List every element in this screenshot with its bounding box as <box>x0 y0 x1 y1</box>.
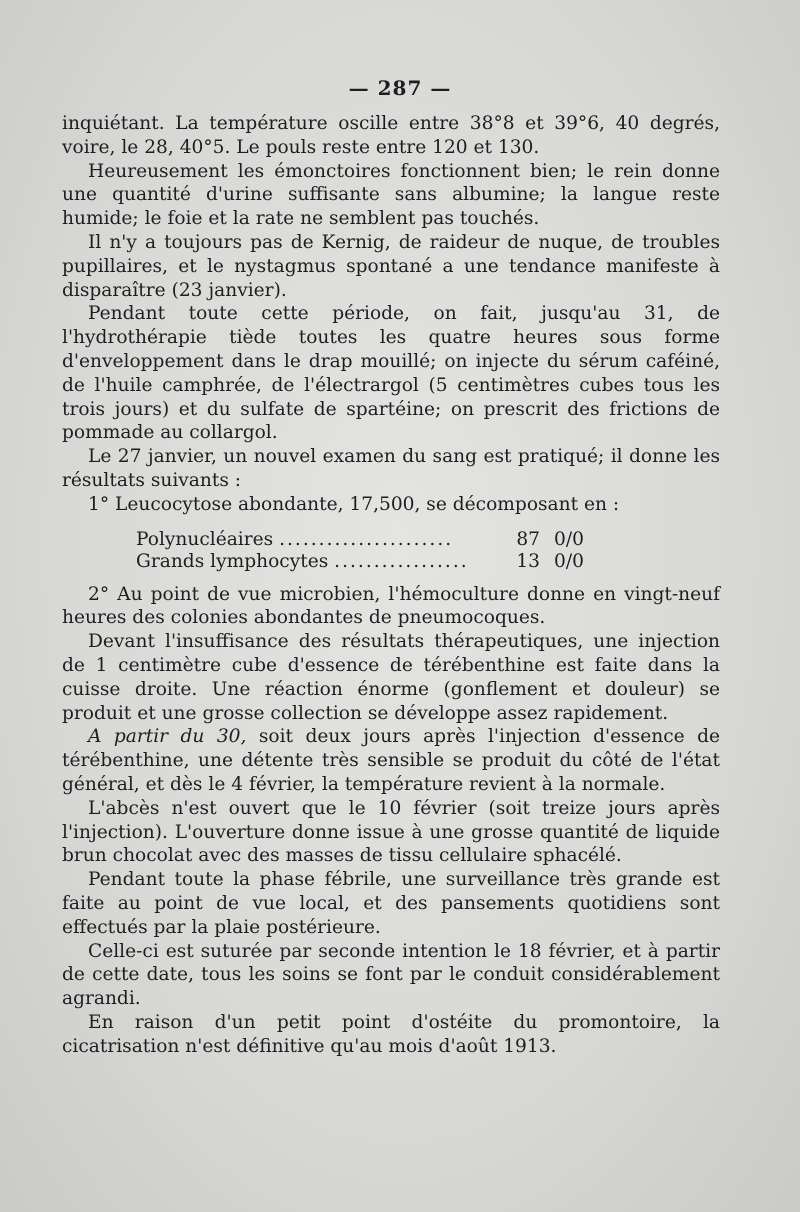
row-value: 13 <box>516 550 540 572</box>
paragraph-9-italic-lead: A partir du 30, <box>88 726 247 748</box>
paragraph-5: Le 27 janvier, un nouvel examen du sang est pratiqué; il donne les résultats suivants : <box>62 446 720 491</box>
paragraph-4: Pendant toute cette période, on fait, jusqu'au 31, de l'hydrothérapie tiède toutes les quatre heures sous forme d'enveloppement dans le drap mouillé; on injecte du sérum caféiné, de l'huile camphrée, de l'électrargol (5 centimètres cubes tous les trois jours) et du sulfate de spartéine; on prescrit des frictions de pommade au collargol. <box>62 303 720 444</box>
row-unit: 0/0 <box>554 550 584 572</box>
row-unit: 0/0 <box>554 528 584 550</box>
paragraph-8: Devant l'insuffisance des résultats thérapeutiques, une injection de 1 centimètre cube d'essence de térébenthine est faite dans la cuisse droite. Une réaction énorme (gonflement et douleur) se produit et une grosse collection se développe assez rapidement. <box>62 631 720 724</box>
results-table <box>136 529 594 573</box>
paragraph-13: En raison d'un petit point d'ostéite du promontoire, la cicatrisation n'est définitive qu'au mois d'août 1913. <box>62 1011 720 1057</box>
row-value: 87 <box>516 528 540 550</box>
page-number: — 287 — <box>348 76 452 100</box>
row-label: Polynucléaires <box>136 528 274 550</box>
paragraph-10: L'abcès n'est ouvert que le 10 février (soit treize jours après l'injection). L'ouverture donne issue à une grosse quantité de liquide brun chocolat avec des masses de tissu cellulaire sphacélé. <box>62 797 720 867</box>
paragraph-3: Il n'y a toujours pas de Kernig, de raideur de nuque, de troubles pupillaires, et le nystagmus spontané a une tendance manifeste à disparaître (23 janvier). <box>62 231 720 301</box>
paragraph-9-rest: soit deux jours après l'injection d'essence de térébenthine, une détente très sensible se produit du côté de l'état général, et dès le 4 février, la température revient à la normale. <box>62 726 720 795</box>
table-row <box>136 529 594 551</box>
paragraph-11: Pendant toute la phase fébrile, une surveillance très grande est faite au point de vue local, et des pansements quotidiens sont effectués par la plaie postérieure. <box>62 869 720 938</box>
paragraph-12: Celle-ci est suturée par seconde intention le 18 février, et à partir de cette date, tous les soins se font par le conduit considérablement agrandi. <box>62 940 720 1010</box>
paragraph-9 <box>62 725 720 796</box>
paragraph-6-leucocytose: 1° Leucocytose abondante, 17,500, se décomposant en : <box>88 493 620 515</box>
paragraph-2: Heureusement les émonctoires fonctionnent bien; le rein donne une quantité d'urine suffisante sans albumine; la langue reste humide; le foie et la rate ne semblent pas touchés. <box>62 160 720 230</box>
body-text <box>62 112 720 1058</box>
leader-dots: ...................... <box>279 528 454 550</box>
leader-dots: ................. <box>334 550 469 572</box>
paragraph-7-microbien: 2° Au point de vue microbien, l'hémoculture donne en vingt-neuf heures des colonies abondantes de pneumocoques. <box>62 583 720 629</box>
table-row <box>136 551 594 573</box>
row-label: Grands lymphocytes <box>136 550 329 572</box>
paragraph-1: inquiétant. La température oscille entre 38°8 et 39°6, 40 degrés, voire, le 28, 40°5. Le pouls reste entre 120 et 130. <box>62 113 720 158</box>
